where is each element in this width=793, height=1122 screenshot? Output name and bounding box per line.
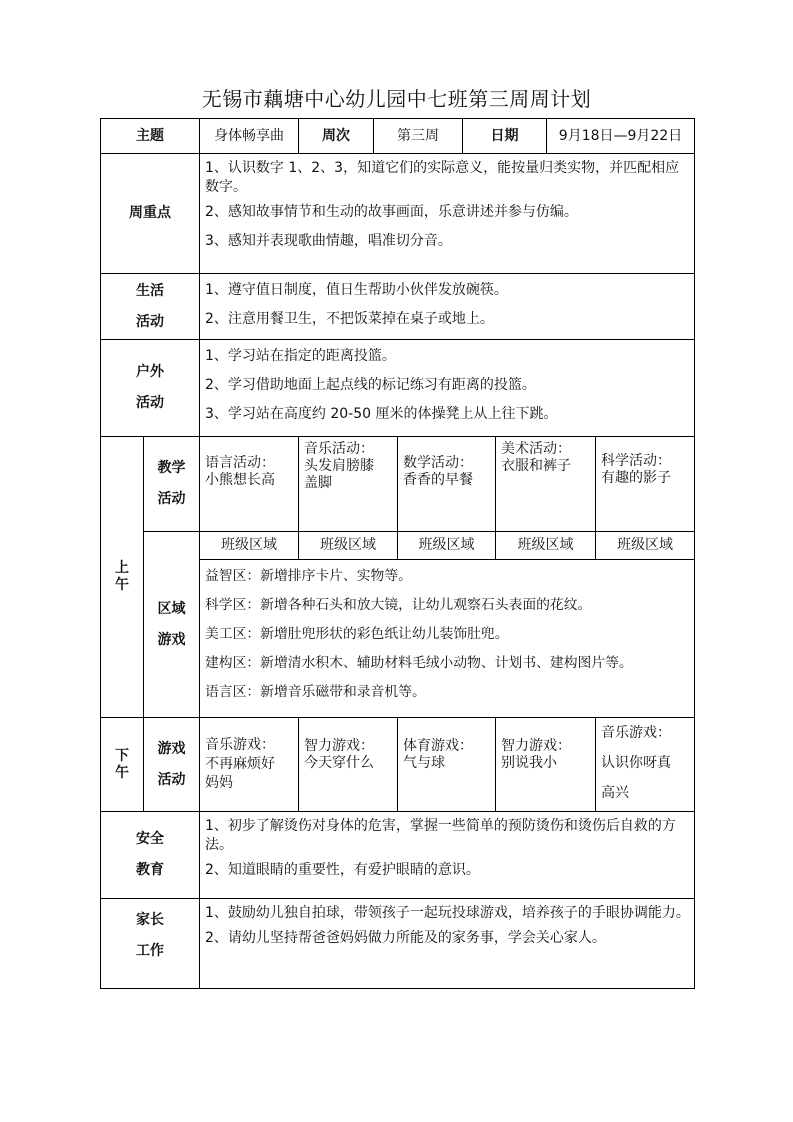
week-value: 第三周 [374, 119, 463, 154]
game-cell: 智力游戏： 别说我小 [496, 718, 596, 812]
teaching-cell: 美术活动： 衣服和裤子 [496, 437, 596, 532]
safety-content [200, 812, 695, 899]
parents-content [200, 899, 695, 989]
area-header: 班级区域 [200, 532, 299, 560]
life-row [101, 274, 695, 340]
focus-label: 周重点 [101, 154, 200, 274]
outdoor-label: 户外 活动 [101, 340, 200, 437]
life-item: 2、注意用餐卫生，不把饭菜掉在桌子或地上。 [205, 311, 494, 327]
game-cell: 音乐游戏： 不再麻烦好 妈妈 [200, 718, 299, 812]
area-header: 班级区域 [398, 532, 496, 560]
life-label: 生活 活动 [101, 274, 200, 340]
teaching-cell: 音乐活动： 头发肩膀膝 盖脚 [299, 437, 398, 532]
page-title: 无锡市藕塘中心幼儿园中七班第三周周计划 [201, 87, 592, 111]
outdoor-item: 1、学习站在指定的距离投篮。 [205, 348, 396, 364]
focus-item: 2、感知故事情节和生动的故事画面，乐意讲述并参与仿编。 [205, 204, 578, 220]
parents-item: 2、请幼儿坚持帮爸爸妈妈做力所能及的家务事，学会关心家人。 [205, 930, 606, 946]
morning-label: 上 午 [101, 437, 144, 718]
teaching-label: 教学 活动 [144, 437, 200, 532]
theme-value: 身体畅享曲 [200, 119, 299, 154]
area-content [200, 560, 695, 718]
area-header: 班级区域 [496, 532, 596, 560]
teaching-cell: 科学活动： 有趣的影子 [596, 437, 695, 532]
focus-item: 3、感知并表现歌曲情趣，唱准切分音。 [205, 233, 452, 249]
game-cell: 音乐游戏： 认识你呀真 高兴 [596, 718, 695, 812]
safety-item: 2、知道眼睛的重要性，有爱护眼睛的意识。 [205, 862, 480, 878]
afternoon-label: 下 午 [101, 718, 144, 812]
area-header: 班级区域 [596, 532, 695, 560]
game-cell: 智力游戏： 今天穿什么 [299, 718, 398, 812]
area-label: 区域 游戏 [144, 532, 200, 718]
date-label: 日期 [463, 119, 547, 154]
area-header-row [101, 532, 695, 560]
safety-label: 安全 教育 [101, 812, 200, 899]
parents-item: 1、鼓励幼儿独自拍球，带领孩子一起玩投球游戏，培养孩子的手眼协调能力。 [205, 905, 690, 921]
weekly-plan-table [100, 118, 695, 989]
morning-teaching-row [101, 437, 695, 532]
teaching-cell: 语言活动： 小熊想长高 [200, 437, 299, 532]
area-item: 科学区：新增各种石头和放大镜，让幼儿观察石头表面的花纹。 [205, 597, 592, 613]
area-item: 建构区：新增清水积木、辅助材料毛绒小动物、计划书、建构图片等。 [205, 655, 633, 671]
game-cell: 体育游戏： 气与球 [398, 718, 496, 812]
area-item: 美工区：新增肚兜形状的彩色纸让幼儿装饰肚兜。 [205, 626, 509, 642]
focus-row [101, 154, 695, 274]
teaching-cell: 数学活动： 香香的早餐 [398, 437, 496, 532]
parents-label: 家长 工作 [101, 899, 200, 989]
safety-item: 1、初步了解烫伤对身体的危害，掌握一些简单的预防烫伤和烫伤后自救的方法。 [205, 818, 676, 853]
focus-item: 1、认识数字 1、2、3，知道它们的实际意义，能按量归类实物，并匹配相应数字。 [205, 160, 680, 195]
outdoor-item: 3、学习站在高度约 20-50 厘米的体操凳上从上往下跳。 [205, 406, 558, 422]
area-item: 益智区：新增排序卡片、实物等。 [205, 568, 412, 584]
game-label: 游戏 活动 [144, 718, 200, 812]
area-item: 语言区：新增音乐磁带和录音机等。 [205, 684, 426, 700]
life-item: 1、遵守值日制度，值日生帮助小伙伴发放碗筷。 [205, 282, 508, 298]
theme-label: 主题 [101, 119, 200, 154]
outdoor-row [101, 340, 695, 437]
date-value: 9月18日—9月22日 [547, 119, 695, 154]
safety-row [101, 812, 695, 899]
parents-row [101, 899, 695, 989]
afternoon-row [101, 718, 695, 812]
header-row [101, 119, 695, 154]
focus-content [200, 154, 695, 274]
life-content [200, 274, 695, 340]
outdoor-item: 2、学习借助地面上起点线的标记练习有距离的投篮。 [205, 377, 536, 393]
outdoor-content [200, 340, 695, 437]
area-header: 班级区域 [299, 532, 398, 560]
week-label: 周次 [299, 119, 374, 154]
